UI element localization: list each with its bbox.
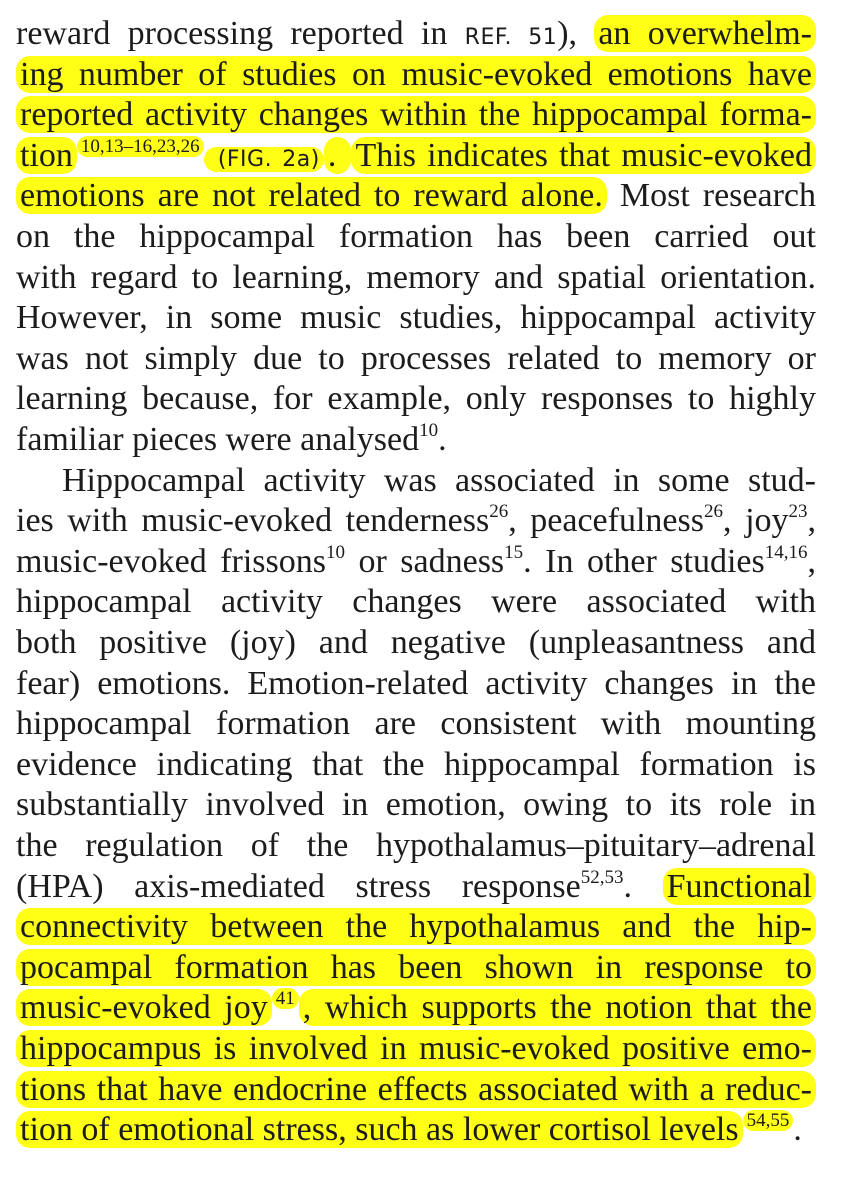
text-span: , peacefulness [508, 502, 704, 540]
text-line [16, 55, 816, 95]
highlighted-text: music-evoked joy [16, 989, 272, 1026]
text-line [16, 1070, 816, 1110]
text-line [16, 95, 816, 135]
highlighted-text: emotions are not related to reward alone. [16, 177, 607, 214]
text-line [16, 826, 816, 866]
text-span: evidence indicating that the hippocampal formation is [16, 745, 816, 783]
text-span: on the hippocampal formation has been carried out [16, 218, 816, 255]
text-line [16, 501, 816, 541]
text-line [16, 867, 816, 907]
highlighted-text: 54,55 [743, 1110, 794, 1131]
citation-superscript: 52,53 [580, 866, 624, 888]
text-span: ies with music-evoked tenderness [16, 502, 490, 540]
text-span: learning because, for example, only responses to highly [16, 380, 816, 418]
highlighted-text: reported activity changes within the hippocampal forma- [16, 96, 816, 133]
text-line [16, 1110, 816, 1150]
text-span: hippocampal activity changes were associated with [16, 583, 816, 621]
text-line [16, 582, 816, 622]
text-span: REF. 51 [464, 25, 558, 50]
text-line [16, 420, 816, 460]
highlighted-text: (FIG. 2a) [204, 147, 324, 172]
text-line [16, 217, 816, 257]
text-span: with regard to learning, memory and spatial orientation. [16, 258, 816, 296]
text-span: (HPA) axis-mediated stress response [16, 867, 581, 905]
text-span: ), [557, 15, 595, 52]
text-line [62, 461, 816, 501]
text-line [16, 339, 816, 379]
text-span: Most research [606, 177, 816, 215]
citation-superscript: 26 [703, 501, 723, 523]
text-line [16, 542, 816, 582]
text-line [16, 379, 816, 419]
text-span: fear) emotions. Emotion-related activity changes in the [16, 664, 816, 702]
text-line [16, 136, 816, 176]
citation-superscript: 23 [788, 501, 808, 523]
text-span: However, in some music studies, hippocampal activity [16, 299, 816, 337]
text-span: . [623, 867, 663, 905]
text-line [16, 704, 816, 744]
highlighted-text: connectivity between the hypothalamus and the hip- [16, 908, 816, 945]
text-span: . In other studies [523, 542, 765, 580]
text-span: familiar pieces were analysed [16, 421, 420, 458]
text-span: both positive (joy) and negative (unpleasantness and [16, 624, 816, 661]
text-line [16, 745, 816, 785]
text-span: the regulation of the hypothalamus–pituitary–adrenal [16, 827, 816, 864]
highlighted-text: . [324, 137, 352, 174]
highlighted-text: tion [16, 137, 77, 174]
text-span: , [807, 502, 817, 540]
highlighted-text: tion of emotional stress, such as lower cortisol levels [16, 1111, 743, 1148]
highlighted-text: Functional [663, 868, 816, 905]
text-span: music-evoked frissons [16, 542, 326, 580]
text-line [16, 948, 816, 988]
text-span: . [793, 1111, 802, 1149]
text-span: or sadness [345, 542, 505, 580]
highlighted-text: tions that have endocrine effects associated with a reduc- [16, 1071, 816, 1108]
text-span: hippocampal formation are consistent with mounting [16, 705, 816, 743]
text-line [16, 14, 816, 54]
highlighted-text: 10,13–16,23,26 [77, 136, 204, 157]
text-span: , [807, 542, 816, 580]
text-span: , joy [722, 502, 789, 540]
text-line [16, 664, 816, 704]
text-span: reward processing reported in [16, 15, 465, 52]
text-line [16, 298, 816, 338]
text-line [16, 176, 816, 216]
text-span: . [438, 421, 447, 458]
text-line [16, 1029, 816, 1069]
highlighted-text: hippocampus is involved in music-evoked positive emo- [16, 1030, 816, 1067]
citation-superscript: 26 [489, 501, 509, 523]
text-line [16, 258, 816, 298]
text-span: substantially involved in emotion, owing to its role in [16, 786, 816, 824]
highlighted-text: 41 [272, 988, 299, 1009]
citation-superscript: 10 [419, 420, 439, 441]
text-line [16, 988, 816, 1028]
text-line [16, 623, 816, 663]
text-line [16, 907, 816, 947]
highlighted-text: ing number of studies on music-evoked emotions have [16, 56, 816, 93]
highlighted-text: , which supports the notion that the [299, 989, 816, 1026]
highlighted-text: pocampal formation has been shown in response to [16, 949, 816, 986]
highlighted-text: This indicates that music-evoked [351, 137, 816, 174]
highlighted-text: an overwhelm- [594, 15, 816, 52]
citation-superscript: 15 [504, 541, 524, 563]
text-span: was not simply due to processes related to memory or [16, 339, 816, 377]
citation-superscript: 14,16 [764, 541, 808, 563]
citation-superscript: 10 [326, 541, 345, 563]
text-span: Hippocampal activity was associated in some stud- [62, 461, 816, 499]
text-line [16, 785, 816, 825]
